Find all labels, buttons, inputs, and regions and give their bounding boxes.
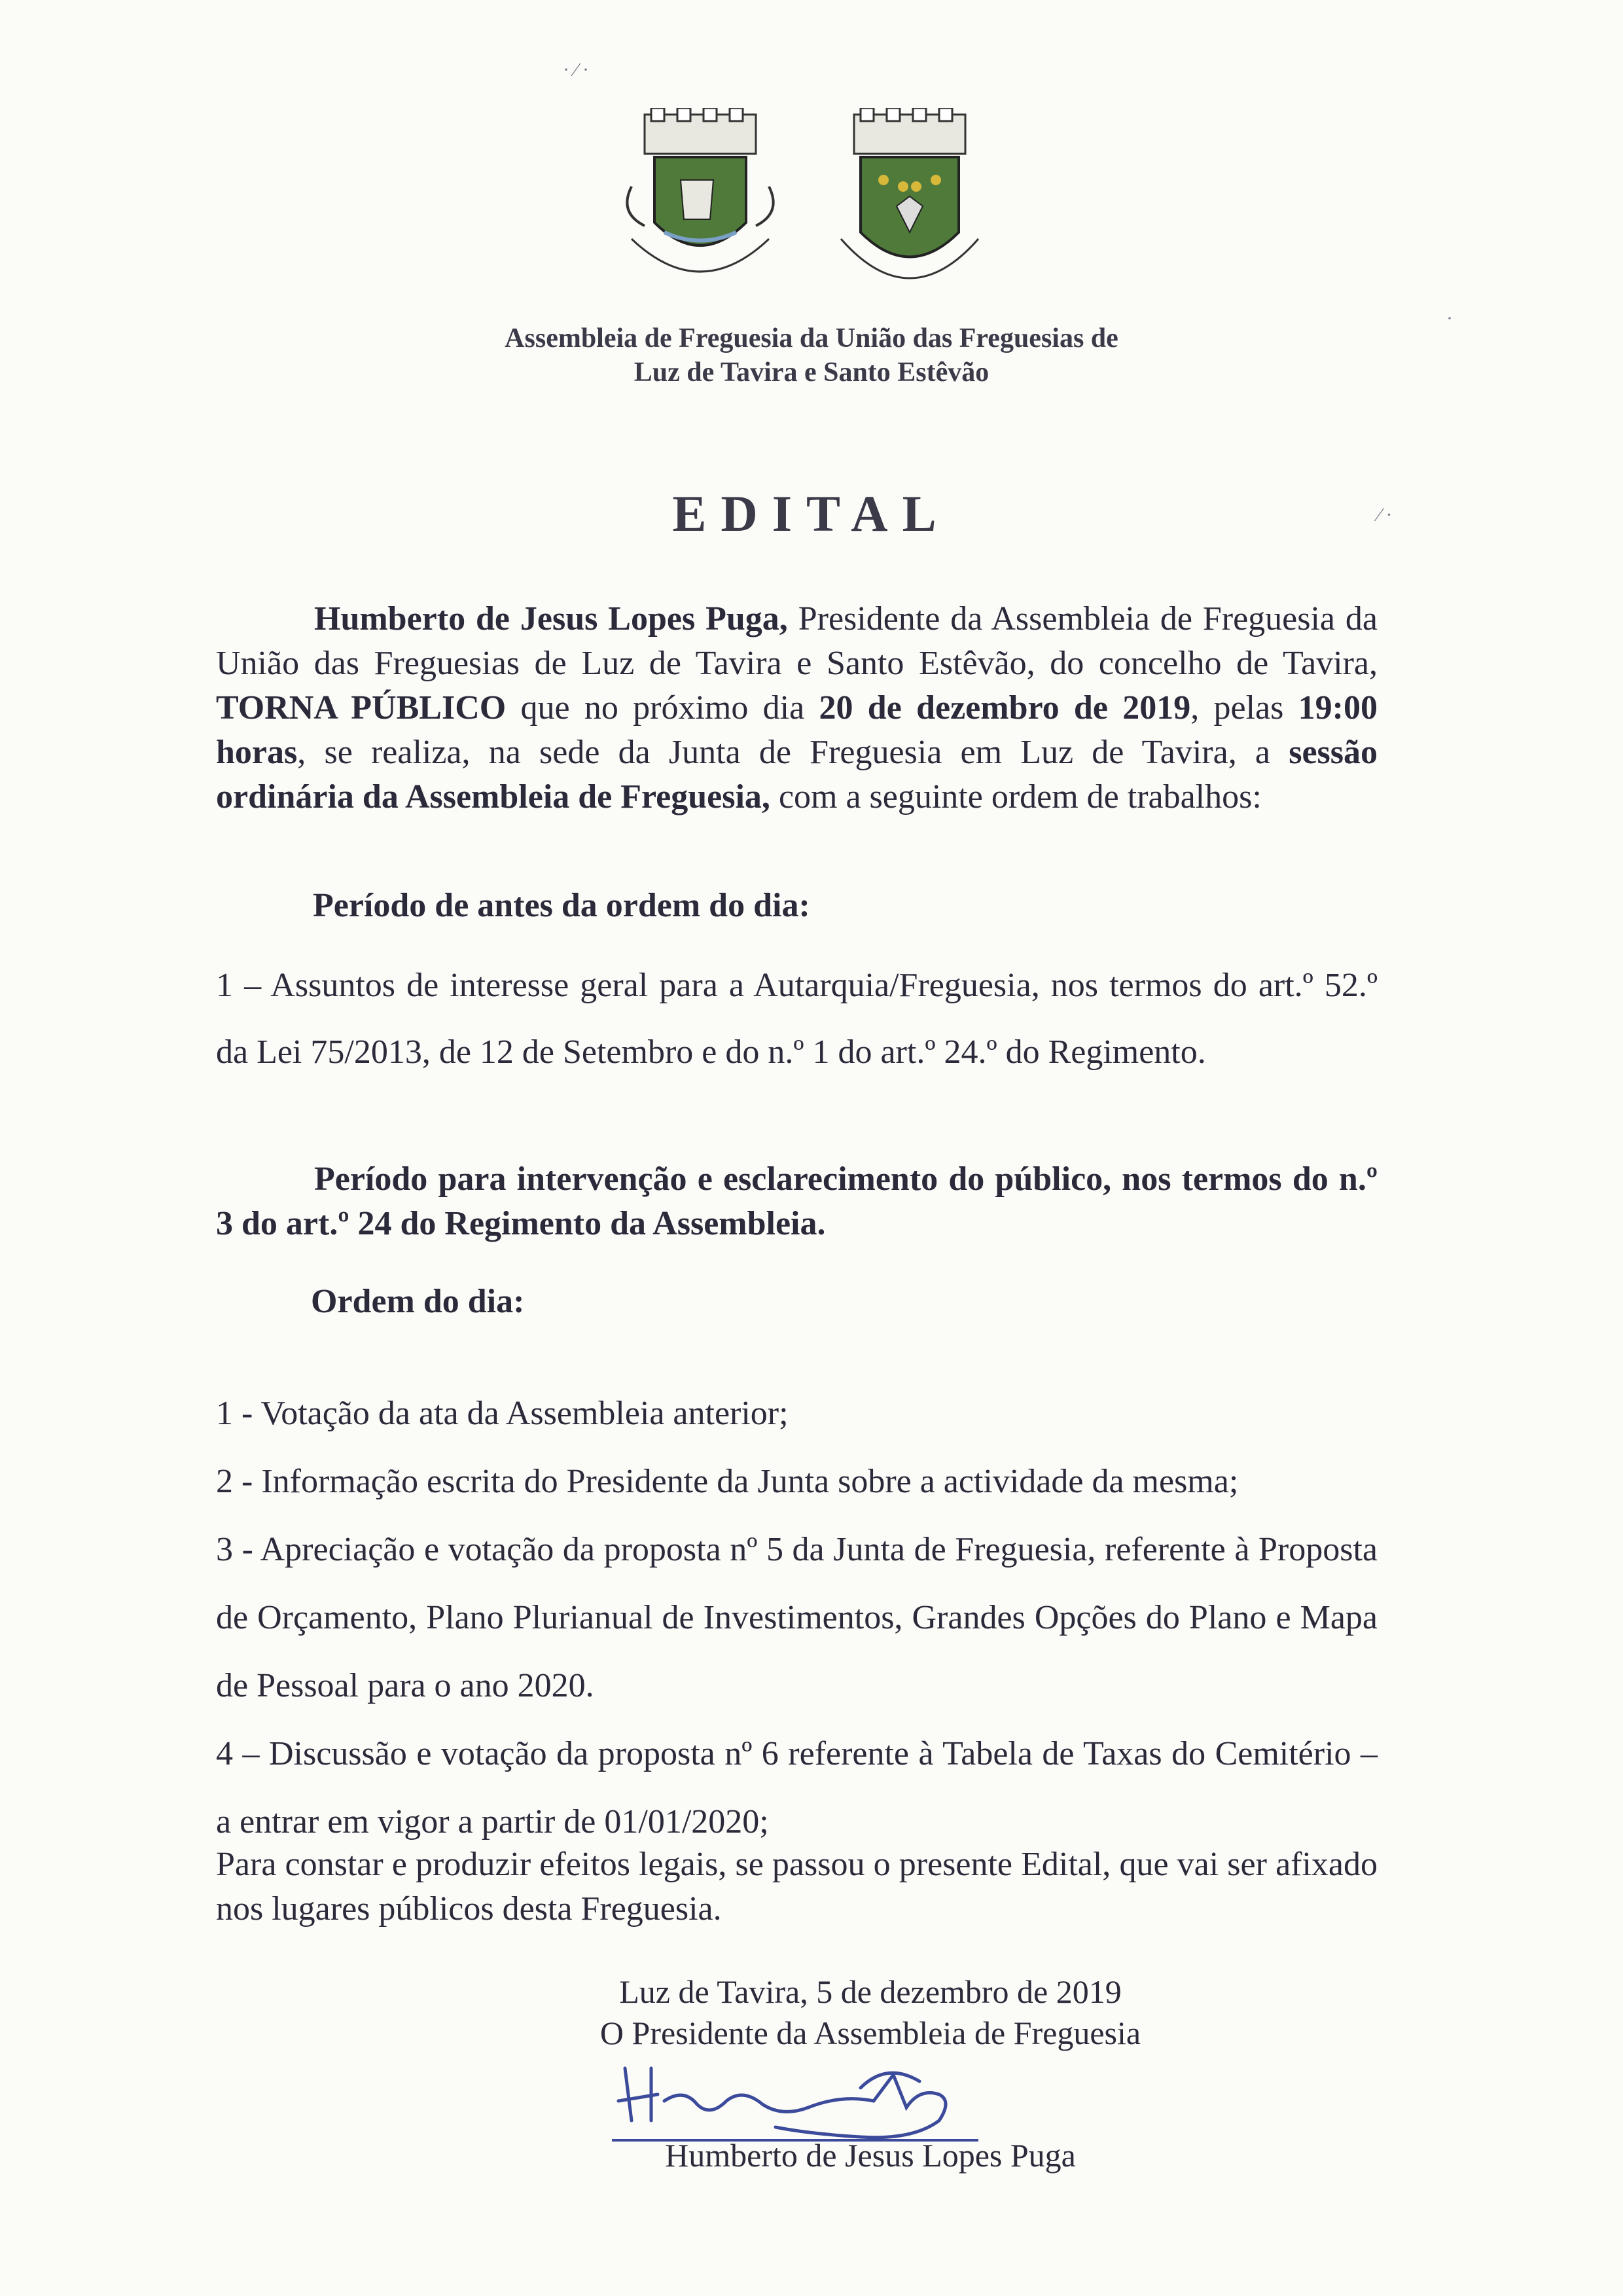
session-hour: 19:00 horas bbox=[216, 689, 1378, 771]
section-heading-antes: Período de antes da ordem do dia: bbox=[313, 887, 810, 924]
president-name: Humberto de Jesus Lopes Puga, bbox=[314, 600, 788, 637]
luz-tavira-arms-icon bbox=[627, 108, 773, 272]
closing-paragraph: Para constar e produzir efeitos legais, se passou o presente Edital, que vai ser afixado nos lugares públicos desta Freguesia. bbox=[216, 1846, 1378, 1928]
intro-text-1: Presidente da Assembleia de Freguesia da União das Freguesias de Luz de Tavira e Santo Estêvão, do concelho de Tavira, bbox=[216, 600, 1378, 682]
signer-role: O Presidente da Assembleia de Freguesia bbox=[599, 2015, 1141, 2051]
section-heading-publico: Período para intervenção e esclarecimento do público, nos termos do n.º 3 do art.º 24 do Regimento da Assembleia. bbox=[216, 1160, 1378, 1242]
intro-paragraph bbox=[216, 597, 1378, 819]
coats-of-arms bbox=[605, 108, 1024, 324]
intro-text-2: que no próximo dia bbox=[506, 689, 819, 726]
document-title: EDITAL bbox=[672, 485, 951, 542]
agenda-item: 3 - Apreciação e votação da proposta nº 5 da Junta de Freguesia, referente à Proposta de Orçamento, Plano Plurianual de Investimentos, Grandes Opções do Plano e Mapa de Pessoal para o ano 2020. bbox=[216, 1531, 1378, 1704]
place-date: Luz de Tavira, 5 de dezembro de 2019 bbox=[619, 1973, 1122, 2010]
santo-estevao-arms-icon bbox=[841, 108, 978, 278]
agenda-item: 2 - Informação escrita do Presidente da Junta sobre a actividade da mesma; bbox=[216, 1463, 1239, 1500]
agenda-list bbox=[216, 1380, 1378, 1856]
intro-text-5: com a seguinte ordem de trabalhos: bbox=[770, 778, 1262, 816]
section-antes-item: 1 – Assuntos de interesse geral para a Autarquia/Freguesia, nos termos do art.º 52.º da Lei 75/2013, de 12 de Setembro e do n.º 1 do art.º 24.º do Regimento. bbox=[216, 967, 1378, 1071]
session-type: sessão ordinária da Assembleia de Freguesia, bbox=[216, 734, 1378, 816]
signer-name: Humberto de Jesus Lopes Puga bbox=[665, 2137, 1076, 2174]
agenda-item: 4 – Discussão e votação da proposta nº 6 referente à Tabela de Taxas do Cemitério – a entrar em vigor a partir de 01/01/2020; bbox=[216, 1735, 1378, 1840]
session-date: 20 de dezembro de 2019 bbox=[819, 689, 1191, 726]
scan-speck: · ⁄ · bbox=[563, 59, 589, 81]
intro-text-4: , se realiza, na sede da Junta de Freguesia em Luz de Tavira, a bbox=[297, 734, 1289, 771]
section-heading-ordem: Ordem do dia: bbox=[311, 1283, 525, 1320]
assembly-name-line-2: Luz de Tavira e Santo Estêvão bbox=[633, 357, 990, 387]
scan-speck: · bbox=[1446, 308, 1453, 329]
scan-speck: ⁄ · bbox=[1378, 504, 1393, 526]
torna-publico: TORNA PÚBLICO bbox=[216, 689, 507, 726]
assembly-name-line-1: Assembleia de Freguesia da União das Freguesias de bbox=[505, 323, 1118, 353]
agenda-item: 1 - Votação da ata da Assembleia anterior; bbox=[216, 1395, 789, 1432]
intro-text-3: , pelas bbox=[1190, 689, 1298, 726]
